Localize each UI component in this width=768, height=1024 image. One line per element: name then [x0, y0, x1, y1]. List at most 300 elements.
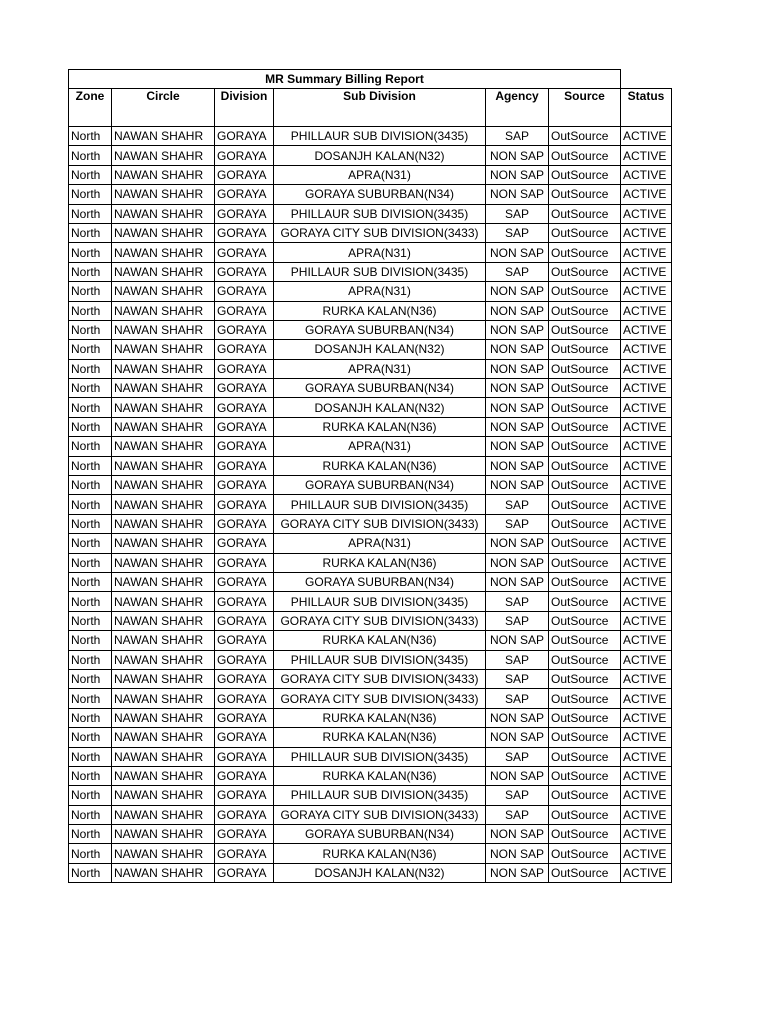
col-header-sub-division: Sub Division: [274, 89, 486, 127]
cell-circle: NAWAN SHAHR: [112, 437, 215, 456]
cell-agency: NON SAP: [486, 766, 549, 785]
cell-circle: NAWAN SHAHR: [112, 359, 215, 378]
table-row: [69, 262, 672, 281]
table-row: [69, 398, 672, 417]
cell-zone: North: [69, 844, 112, 863]
cell-zone: North: [69, 476, 112, 495]
cell-status: ACTIVE: [621, 747, 672, 766]
cell-source: OutSource: [549, 747, 621, 766]
cell-agency: NON SAP: [486, 243, 549, 262]
cell-source: OutSource: [549, 495, 621, 514]
cell-division: GORAYA: [215, 379, 274, 398]
cell-source: OutSource: [549, 689, 621, 708]
cell-status: ACTIVE: [621, 766, 672, 785]
cell-zone: North: [69, 592, 112, 611]
cell-sub-division: APRA(N31): [274, 437, 486, 456]
cell-sub-division: RURKA KALAN(N36): [274, 766, 486, 785]
table-row: [69, 359, 672, 378]
table-row: [69, 611, 672, 630]
col-header-circle: Circle: [112, 89, 215, 127]
cell-source: OutSource: [549, 417, 621, 436]
cell-status: ACTIVE: [621, 165, 672, 184]
cell-source: OutSource: [549, 844, 621, 863]
cell-circle: NAWAN SHAHR: [112, 631, 215, 650]
cell-source: OutSource: [549, 863, 621, 882]
col-header-source: Source: [549, 89, 621, 127]
cell-agency: NON SAP: [486, 437, 549, 456]
cell-agency: NON SAP: [486, 417, 549, 436]
cell-sub-division: GORAYA CITY SUB DIVISION(3433): [274, 689, 486, 708]
cell-zone: North: [69, 747, 112, 766]
cell-agency: NON SAP: [486, 844, 549, 863]
cell-circle: NAWAN SHAHR: [112, 728, 215, 747]
cell-agency: NON SAP: [486, 359, 549, 378]
table-row: [69, 243, 672, 262]
cell-division: GORAYA: [215, 185, 274, 204]
cell-agency: NON SAP: [486, 146, 549, 165]
cell-agency: NON SAP: [486, 708, 549, 727]
cell-agency: NON SAP: [486, 379, 549, 398]
cell-division: GORAYA: [215, 805, 274, 824]
table-row: [69, 650, 672, 669]
cell-agency: SAP: [486, 127, 549, 146]
cell-circle: NAWAN SHAHR: [112, 747, 215, 766]
cell-source: OutSource: [549, 825, 621, 844]
table-row: [69, 708, 672, 727]
cell-agency: SAP: [486, 650, 549, 669]
table-row: [69, 320, 672, 339]
table-row: [69, 863, 672, 882]
cell-division: GORAYA: [215, 708, 274, 727]
cell-division: GORAYA: [215, 204, 274, 223]
cell-zone: North: [69, 534, 112, 553]
cell-circle: NAWAN SHAHR: [112, 127, 215, 146]
cell-source: OutSource: [549, 553, 621, 572]
cell-sub-division: PHILLAUR SUB DIVISION(3435): [274, 262, 486, 281]
cell-sub-division: APRA(N31): [274, 534, 486, 553]
cell-agency: SAP: [486, 747, 549, 766]
cell-zone: North: [69, 786, 112, 805]
cell-status: ACTIVE: [621, 262, 672, 281]
cell-zone: North: [69, 262, 112, 281]
cell-sub-division: GORAYA SUBURBAN(N34): [274, 476, 486, 495]
cell-zone: North: [69, 766, 112, 785]
cell-zone: North: [69, 611, 112, 630]
cell-circle: NAWAN SHAHR: [112, 514, 215, 533]
table-row: [69, 766, 672, 785]
cell-zone: North: [69, 398, 112, 417]
table-row: [69, 805, 672, 824]
col-header-agency: Agency: [486, 89, 549, 127]
cell-circle: NAWAN SHAHR: [112, 379, 215, 398]
col-header-status: Status: [621, 89, 672, 127]
cell-division: GORAYA: [215, 262, 274, 281]
cell-zone: North: [69, 127, 112, 146]
cell-status: ACTIVE: [621, 611, 672, 630]
cell-zone: North: [69, 223, 112, 242]
cell-source: OutSource: [549, 223, 621, 242]
cell-source: OutSource: [549, 359, 621, 378]
cell-status: ACTIVE: [621, 514, 672, 533]
cell-sub-division: PHILLAUR SUB DIVISION(3435): [274, 127, 486, 146]
cell-sub-division: GORAYA CITY SUB DIVISION(3433): [274, 514, 486, 533]
table-row: [69, 786, 672, 805]
cell-zone: North: [69, 437, 112, 456]
cell-sub-division: PHILLAUR SUB DIVISION(3435): [274, 786, 486, 805]
cell-sub-division: PHILLAUR SUB DIVISION(3435): [274, 650, 486, 669]
cell-status: ACTIVE: [621, 650, 672, 669]
cell-division: GORAYA: [215, 747, 274, 766]
cell-division: GORAYA: [215, 728, 274, 747]
cell-sub-division: RURKA KALAN(N36): [274, 553, 486, 572]
table-row: [69, 282, 672, 301]
table-row: [69, 844, 672, 863]
cell-circle: NAWAN SHAHR: [112, 204, 215, 223]
cell-status: ACTIVE: [621, 282, 672, 301]
cell-division: GORAYA: [215, 320, 274, 339]
cell-source: OutSource: [549, 146, 621, 165]
cell-sub-division: DOSANJH KALAN(N32): [274, 398, 486, 417]
cell-agency: SAP: [486, 592, 549, 611]
cell-sub-division: GORAYA SUBURBAN(N34): [274, 572, 486, 591]
cell-circle: NAWAN SHAHR: [112, 223, 215, 242]
table-row: [69, 534, 672, 553]
cell-circle: NAWAN SHAHR: [112, 572, 215, 591]
table-row: [69, 728, 672, 747]
cell-status: ACTIVE: [621, 844, 672, 863]
cell-division: GORAYA: [215, 611, 274, 630]
cell-agency: SAP: [486, 669, 549, 688]
cell-status: ACTIVE: [621, 534, 672, 553]
title-blank-cell: [621, 70, 672, 89]
cell-division: GORAYA: [215, 825, 274, 844]
cell-sub-division: APRA(N31): [274, 282, 486, 301]
cell-source: OutSource: [549, 534, 621, 553]
cell-circle: NAWAN SHAHR: [112, 650, 215, 669]
cell-sub-division: RURKA KALAN(N36): [274, 728, 486, 747]
cell-agency: SAP: [486, 262, 549, 281]
col-header-division: Division: [215, 89, 274, 127]
cell-status: ACTIVE: [621, 437, 672, 456]
cell-source: OutSource: [549, 320, 621, 339]
cell-agency: SAP: [486, 689, 549, 708]
cell-sub-division: PHILLAUR SUB DIVISION(3435): [274, 747, 486, 766]
cell-agency: NON SAP: [486, 863, 549, 882]
cell-zone: North: [69, 572, 112, 591]
cell-circle: NAWAN SHAHR: [112, 398, 215, 417]
cell-status: ACTIVE: [621, 708, 672, 727]
cell-status: ACTIVE: [621, 320, 672, 339]
cell-zone: North: [69, 185, 112, 204]
cell-source: OutSource: [549, 592, 621, 611]
cell-status: ACTIVE: [621, 223, 672, 242]
table-row: [69, 689, 672, 708]
cell-agency: SAP: [486, 495, 549, 514]
cell-division: GORAYA: [215, 631, 274, 650]
cell-source: OutSource: [549, 301, 621, 320]
cell-sub-division: GORAYA CITY SUB DIVISION(3433): [274, 669, 486, 688]
cell-agency: NON SAP: [486, 825, 549, 844]
cell-status: ACTIVE: [621, 204, 672, 223]
cell-sub-division: PHILLAUR SUB DIVISION(3435): [274, 592, 486, 611]
cell-source: OutSource: [549, 650, 621, 669]
cell-source: OutSource: [549, 786, 621, 805]
cell-zone: North: [69, 689, 112, 708]
cell-status: ACTIVE: [621, 301, 672, 320]
cell-source: OutSource: [549, 766, 621, 785]
cell-division: GORAYA: [215, 553, 274, 572]
cell-division: GORAYA: [215, 689, 274, 708]
cell-zone: North: [69, 379, 112, 398]
cell-status: ACTIVE: [621, 476, 672, 495]
col-header-zone: Zone: [69, 89, 112, 127]
cell-source: OutSource: [549, 398, 621, 417]
cell-source: OutSource: [549, 514, 621, 533]
cell-zone: North: [69, 863, 112, 882]
cell-division: GORAYA: [215, 863, 274, 882]
table-row: [69, 495, 672, 514]
cell-status: ACTIVE: [621, 146, 672, 165]
cell-zone: North: [69, 359, 112, 378]
header-row: [69, 89, 672, 127]
cell-circle: NAWAN SHAHR: [112, 476, 215, 495]
cell-status: ACTIVE: [621, 243, 672, 262]
cell-agency: SAP: [486, 611, 549, 630]
cell-sub-division: RURKA KALAN(N36): [274, 844, 486, 863]
cell-agency: SAP: [486, 204, 549, 223]
cell-sub-division: GORAYA CITY SUB DIVISION(3433): [274, 223, 486, 242]
table-row: [69, 165, 672, 184]
cell-division: GORAYA: [215, 592, 274, 611]
report-title: MR Summary Billing Report: [69, 70, 621, 89]
cell-division: GORAYA: [215, 572, 274, 591]
cell-circle: NAWAN SHAHR: [112, 786, 215, 805]
cell-zone: North: [69, 495, 112, 514]
cell-circle: NAWAN SHAHR: [112, 495, 215, 514]
table-row: [69, 185, 672, 204]
cell-agency: NON SAP: [486, 398, 549, 417]
cell-circle: NAWAN SHAHR: [112, 805, 215, 824]
cell-division: GORAYA: [215, 669, 274, 688]
cell-status: ACTIVE: [621, 786, 672, 805]
table-row: [69, 747, 672, 766]
cell-source: OutSource: [549, 243, 621, 262]
cell-source: OutSource: [549, 165, 621, 184]
cell-agency: NON SAP: [486, 534, 549, 553]
cell-status: ACTIVE: [621, 728, 672, 747]
cell-status: ACTIVE: [621, 592, 672, 611]
cell-agency: SAP: [486, 786, 549, 805]
cell-status: ACTIVE: [621, 495, 672, 514]
cell-source: OutSource: [549, 262, 621, 281]
cell-agency: NON SAP: [486, 301, 549, 320]
table-row: [69, 476, 672, 495]
cell-division: GORAYA: [215, 127, 274, 146]
cell-division: GORAYA: [215, 844, 274, 863]
billing-report-table: [68, 69, 672, 883]
cell-circle: NAWAN SHAHR: [112, 262, 215, 281]
table-row: [69, 204, 672, 223]
cell-agency: NON SAP: [486, 572, 549, 591]
cell-source: OutSource: [549, 282, 621, 301]
cell-agency: NON SAP: [486, 631, 549, 650]
table-row: [69, 825, 672, 844]
cell-source: OutSource: [549, 728, 621, 747]
cell-status: ACTIVE: [621, 825, 672, 844]
table-row: [69, 669, 672, 688]
cell-zone: North: [69, 165, 112, 184]
table-row: [69, 592, 672, 611]
cell-source: OutSource: [549, 476, 621, 495]
cell-agency: SAP: [486, 514, 549, 533]
cell-sub-division: APRA(N31): [274, 359, 486, 378]
cell-circle: NAWAN SHAHR: [112, 708, 215, 727]
cell-sub-division: DOSANJH KALAN(N32): [274, 146, 486, 165]
cell-source: OutSource: [549, 437, 621, 456]
cell-status: ACTIVE: [621, 185, 672, 204]
cell-sub-division: DOSANJH KALAN(N32): [274, 863, 486, 882]
table-row: [69, 127, 672, 146]
table-row: [69, 631, 672, 650]
cell-source: OutSource: [549, 805, 621, 824]
cell-sub-division: RURKA KALAN(N36): [274, 708, 486, 727]
cell-source: OutSource: [549, 708, 621, 727]
cell-sub-division: APRA(N31): [274, 243, 486, 262]
cell-sub-division: GORAYA CITY SUB DIVISION(3433): [274, 611, 486, 630]
cell-circle: NAWAN SHAHR: [112, 863, 215, 882]
cell-division: GORAYA: [215, 417, 274, 436]
cell-sub-division: PHILLAUR SUB DIVISION(3435): [274, 495, 486, 514]
cell-circle: NAWAN SHAHR: [112, 592, 215, 611]
table-row: [69, 572, 672, 591]
cell-zone: North: [69, 708, 112, 727]
cell-division: GORAYA: [215, 165, 274, 184]
cell-sub-division: GORAYA SUBURBAN(N34): [274, 320, 486, 339]
cell-division: GORAYA: [215, 495, 274, 514]
cell-agency: NON SAP: [486, 320, 549, 339]
table-row: [69, 223, 672, 242]
cell-sub-division: RURKA KALAN(N36): [274, 301, 486, 320]
cell-zone: North: [69, 146, 112, 165]
cell-division: GORAYA: [215, 301, 274, 320]
cell-sub-division: RURKA KALAN(N36): [274, 456, 486, 475]
cell-status: ACTIVE: [621, 689, 672, 708]
cell-source: OutSource: [549, 631, 621, 650]
table-row: [69, 301, 672, 320]
cell-sub-division: GORAYA SUBURBAN(N34): [274, 379, 486, 398]
cell-source: OutSource: [549, 185, 621, 204]
cell-sub-division: DOSANJH KALAN(N32): [274, 340, 486, 359]
cell-division: GORAYA: [215, 340, 274, 359]
cell-source: OutSource: [549, 456, 621, 475]
cell-status: ACTIVE: [621, 572, 672, 591]
cell-division: GORAYA: [215, 514, 274, 533]
cell-circle: NAWAN SHAHR: [112, 766, 215, 785]
cell-circle: NAWAN SHAHR: [112, 146, 215, 165]
cell-status: ACTIVE: [621, 359, 672, 378]
cell-circle: NAWAN SHAHR: [112, 301, 215, 320]
cell-circle: NAWAN SHAHR: [112, 320, 215, 339]
cell-zone: North: [69, 514, 112, 533]
cell-status: ACTIVE: [621, 379, 672, 398]
cell-agency: NON SAP: [486, 282, 549, 301]
cell-status: ACTIVE: [621, 805, 672, 824]
cell-status: ACTIVE: [621, 127, 672, 146]
title-row: [69, 70, 672, 89]
table-row: [69, 456, 672, 475]
cell-agency: NON SAP: [486, 553, 549, 572]
cell-status: ACTIVE: [621, 456, 672, 475]
cell-zone: North: [69, 282, 112, 301]
cell-zone: North: [69, 456, 112, 475]
cell-agency: NON SAP: [486, 340, 549, 359]
cell-zone: North: [69, 301, 112, 320]
cell-zone: North: [69, 553, 112, 572]
cell-source: OutSource: [549, 379, 621, 398]
table-row: [69, 417, 672, 436]
cell-circle: NAWAN SHAHR: [112, 185, 215, 204]
cell-circle: NAWAN SHAHR: [112, 417, 215, 436]
cell-status: ACTIVE: [621, 863, 672, 882]
cell-agency: NON SAP: [486, 165, 549, 184]
cell-division: GORAYA: [215, 534, 274, 553]
cell-zone: North: [69, 204, 112, 223]
report-body: [69, 127, 672, 883]
cell-zone: North: [69, 650, 112, 669]
cell-zone: North: [69, 825, 112, 844]
cell-circle: NAWAN SHAHR: [112, 534, 215, 553]
cell-sub-division: PHILLAUR SUB DIVISION(3435): [274, 204, 486, 223]
cell-division: GORAYA: [215, 650, 274, 669]
cell-agency: NON SAP: [486, 456, 549, 475]
cell-agency: SAP: [486, 223, 549, 242]
cell-zone: North: [69, 320, 112, 339]
cell-division: GORAYA: [215, 437, 274, 456]
cell-sub-division: APRA(N31): [274, 165, 486, 184]
cell-source: OutSource: [549, 572, 621, 591]
cell-sub-division: RURKA KALAN(N36): [274, 417, 486, 436]
cell-agency: SAP: [486, 805, 549, 824]
cell-source: OutSource: [549, 611, 621, 630]
cell-circle: NAWAN SHAHR: [112, 243, 215, 262]
table-row: [69, 437, 672, 456]
cell-source: OutSource: [549, 340, 621, 359]
table-row: [69, 146, 672, 165]
cell-source: OutSource: [549, 669, 621, 688]
cell-circle: NAWAN SHAHR: [112, 689, 215, 708]
cell-agency: NON SAP: [486, 728, 549, 747]
cell-division: GORAYA: [215, 359, 274, 378]
cell-circle: NAWAN SHAHR: [112, 611, 215, 630]
cell-circle: NAWAN SHAHR: [112, 825, 215, 844]
cell-division: GORAYA: [215, 456, 274, 475]
cell-division: GORAYA: [215, 223, 274, 242]
cell-circle: NAWAN SHAHR: [112, 844, 215, 863]
cell-division: GORAYA: [215, 146, 274, 165]
cell-division: GORAYA: [215, 786, 274, 805]
cell-status: ACTIVE: [621, 631, 672, 650]
cell-division: GORAYA: [215, 282, 274, 301]
cell-zone: North: [69, 340, 112, 359]
table-row: [69, 514, 672, 533]
cell-circle: NAWAN SHAHR: [112, 456, 215, 475]
cell-status: ACTIVE: [621, 398, 672, 417]
cell-division: GORAYA: [215, 243, 274, 262]
cell-sub-division: GORAYA SUBURBAN(N34): [274, 825, 486, 844]
cell-source: OutSource: [549, 204, 621, 223]
cell-sub-division: GORAYA SUBURBAN(N34): [274, 185, 486, 204]
cell-sub-division: GORAYA CITY SUB DIVISION(3433): [274, 805, 486, 824]
